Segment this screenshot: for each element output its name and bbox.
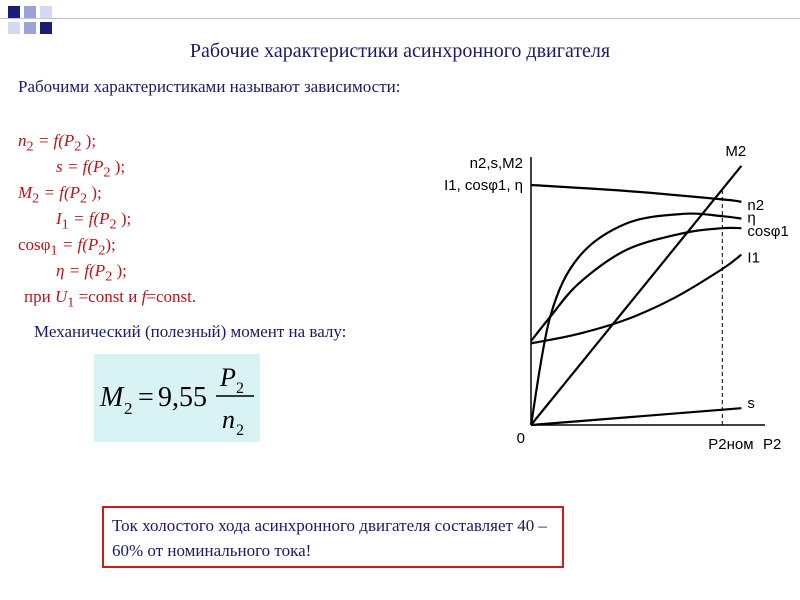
y-axis-label-line1: n2,s,M2 (469, 155, 523, 172)
formula-numerator: P (220, 363, 236, 392)
formula-s: $s = f(P_2$ ); (56, 157, 126, 181)
series-label-cosφ1: cosφ1 (747, 223, 789, 241)
formula-equals: = (138, 382, 154, 413)
formula-numerator-sub: 2 (236, 380, 244, 397)
performance-chart (430, 140, 800, 460)
nominal-power-label: P2ном (708, 436, 754, 453)
formula-denominator-sub: 2 (236, 422, 244, 439)
condition-line: при $U_1$ =const и f=const. (24, 287, 197, 311)
formula-i1: $I_1 = f(P_2$ ); (56, 209, 132, 233)
origin-label: 0 (516, 430, 525, 447)
series-line-s (531, 408, 741, 425)
idle-current-note: Ток холостого хода асинхронного двигателя составляет 40 – 60% от номинального тока! (102, 506, 564, 568)
formula-n2: $n_2 = f(P_2$ ); (18, 131, 97, 155)
torque-formula (94, 354, 260, 442)
series-line-I1 (531, 255, 741, 344)
series-line-M2 (531, 166, 741, 425)
formula-lhs: M (100, 382, 124, 413)
formula-coefficient: 9,55 (158, 382, 207, 413)
formula-lhs-sub: 2 (124, 399, 133, 418)
intro-text: Рабочими характеристиками называют зависимости: (18, 77, 401, 96)
formula-eta: $\eta = f(P_2$ ); (56, 261, 127, 285)
torque-formula-box (94, 354, 260, 442)
formula-denominator: n (222, 405, 235, 434)
decorative-squares (0, 0, 800, 40)
x-axis-label: P2 (763, 436, 782, 453)
series-label-s: s (747, 395, 755, 413)
series-label-M2: M2 (725, 142, 747, 160)
slide-title: Рабочие характеристики асинхронного двигателя (189, 40, 611, 62)
series-label-η: η (747, 209, 756, 227)
series-label-I1: I1 (747, 249, 760, 267)
mechanical-torque-label: Механический (полезный) момент на валу: (34, 322, 347, 341)
y-axis-label-line2: I1, cosφ1, η (444, 177, 523, 194)
formula-m2: $M_2 = f(P_2$ ); (18, 183, 102, 207)
formula-cosphi1: $\cos\varphi_1 = f(P_2)$; (18, 235, 116, 259)
series-label-n2: n2 (747, 196, 765, 214)
series-line-n2 (531, 185, 741, 202)
formula-list (18, 128, 318, 310)
